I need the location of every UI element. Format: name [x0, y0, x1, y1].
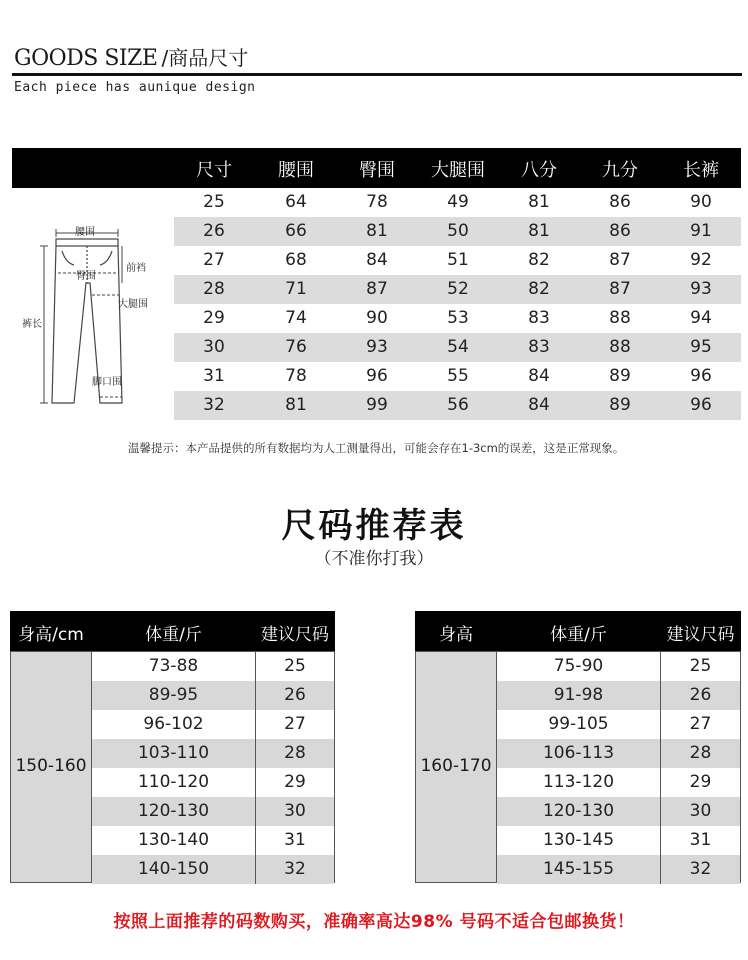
size-table-cell: 87 [366, 279, 388, 299]
weight-range-cell: 113-120 [542, 772, 615, 792]
size-table-cell: 83 [528, 337, 550, 357]
recommend-table-header [10, 611, 335, 651]
recommended-size-cell: 30 [689, 801, 712, 821]
recommend-table-row [497, 710, 740, 739]
size-table-row [174, 246, 741, 275]
size-column-header: 臀围 [359, 160, 395, 181]
weight-range-cell: 91-98 [553, 685, 604, 705]
recommend-table-row [497, 681, 740, 710]
height-range-cell [415, 651, 497, 883]
size-table-cell: 78 [285, 366, 307, 386]
recommended-size-cell: 28 [284, 743, 306, 763]
size-table-cell: 91 [690, 221, 712, 241]
weight-range-cell: 75-90 [553, 656, 604, 676]
size-table-cell: 96 [366, 366, 388, 386]
weight-range-cell: 110-120 [137, 772, 210, 792]
size-table-cell: 93 [366, 337, 388, 357]
recommend-table-row [92, 768, 334, 797]
recommended-size-cell: 26 [689, 685, 712, 705]
recommend-table-header [415, 611, 741, 651]
size-table-cell: 30 [203, 337, 225, 357]
recommended-size-cell: 25 [689, 656, 712, 676]
size-table-cell: 86 [609, 221, 631, 241]
size-table-row [174, 217, 741, 246]
recommended-size-cell: 27 [689, 714, 712, 734]
size-table-cell: 78 [366, 192, 388, 212]
size-chart-header [12, 148, 741, 188]
size-table-cell: 93 [690, 279, 712, 299]
size-table-cell: 87 [609, 250, 631, 270]
size-table-row [174, 333, 741, 362]
weight-range-cell: 99-105 [548, 714, 609, 734]
size-table-cell: 96 [690, 366, 712, 386]
recommended-size-cell: 26 [284, 685, 306, 705]
size-table-cell: 28 [203, 279, 225, 299]
size-table-cell: 32 [203, 395, 225, 415]
recommend-table-row [92, 797, 334, 826]
recommended-size-cell: 29 [689, 772, 712, 792]
size-table-cell: 96 [690, 395, 712, 415]
page-title [14, 42, 248, 74]
recommend-column-header: 身高 [439, 625, 473, 645]
size-table-cell: 50 [447, 221, 469, 241]
size-table-cell: 56 [447, 395, 469, 415]
measurement-tip: 温馨提示：本产品提供的所有数据均为人工测量得出，可能会存在1-3cm的误差，这是正常现象。 [128, 441, 625, 455]
recommended-size-cell: 32 [284, 859, 306, 879]
recommended-size-cell: 27 [284, 714, 306, 734]
size-table-row [174, 304, 741, 333]
recommend-table-row [92, 710, 334, 739]
recommend-grid [497, 651, 741, 883]
size-table-cell: 31 [203, 366, 225, 386]
recommend-table-row [92, 855, 334, 884]
size-table-cell: 87 [609, 279, 631, 299]
size-table-cell: 49 [447, 192, 469, 212]
size-table-cell: 84 [528, 395, 550, 415]
weight-range-cell: 73-88 [148, 656, 199, 676]
size-table-cell: 84 [528, 366, 550, 386]
size-table-cell: 89 [609, 366, 631, 386]
size-table-cell: 88 [609, 337, 631, 357]
size-table-cell: 83 [528, 308, 550, 328]
size-column-header: 八分 [521, 160, 557, 181]
recommend-table-160-170 [415, 611, 741, 883]
size-column-header: 九分 [602, 160, 638, 181]
weight-range-cell: 120-130 [137, 801, 210, 821]
right-pocket [100, 251, 112, 265]
height-range-cell [10, 651, 92, 883]
recommended-size-cell: 31 [284, 830, 306, 850]
recommend-table-row [92, 826, 334, 855]
recommended-size-cell: 28 [689, 743, 712, 763]
size-table-cell: 84 [366, 250, 388, 270]
size-table-cell: 88 [609, 308, 631, 328]
size-table-cell: 90 [366, 308, 388, 328]
size-table-cell: 99 [366, 395, 388, 415]
recommend-column-header: 体重/斤 [145, 625, 202, 645]
weight-range-cell: 89-95 [148, 685, 199, 705]
label-thigh: 大腿围 [118, 299, 148, 310]
size-table-cell: 76 [285, 337, 307, 357]
size-table-cell: 71 [285, 279, 307, 299]
label-length: 裤长 [22, 319, 42, 330]
label-front-rise: 前裆 [126, 263, 146, 274]
pants-measurement-diagram [22, 225, 162, 415]
page-subtitle: Each piece has aunique design [14, 80, 256, 95]
height-range-label: 150-160 [15, 756, 87, 776]
size-table-cell: 81 [528, 192, 550, 212]
size-table-cell: 29 [203, 308, 225, 328]
size-table-cell: 68 [285, 250, 307, 270]
size-table-cell: 55 [447, 366, 469, 386]
weight-range-cell: 140-150 [137, 859, 210, 879]
size-table-cell: 81 [528, 221, 550, 241]
size-table-cell: 89 [609, 395, 631, 415]
title-english: GOODS SIZE [14, 46, 158, 71]
footer-warning: 按照上面推荐的码数购买，准确率高达98% 号码不适合包邮换货！ [113, 912, 635, 932]
size-column-header: 腰围 [278, 160, 314, 181]
size-table-cell: 81 [366, 221, 388, 241]
label-waist: 腰围 [75, 227, 95, 238]
size-table-cell: 81 [285, 395, 307, 415]
size-table-cell: 90 [690, 192, 712, 212]
size-table-row [174, 362, 741, 391]
size-table-cell: 82 [528, 279, 550, 299]
recommend-table-row [497, 826, 740, 855]
label-hem: 脚口围 [92, 377, 122, 388]
weight-range-cell: 96-102 [143, 714, 204, 734]
size-table-row [174, 275, 741, 304]
recommend-title: 尺码推荐表 [281, 506, 467, 546]
weight-range-cell: 145-155 [542, 859, 615, 879]
size-table-cell: 26 [203, 221, 225, 241]
size-table-cell: 53 [447, 308, 469, 328]
recommend-column-header: 身高/cm [18, 625, 84, 645]
recommended-size-cell: 29 [284, 772, 306, 792]
recommend-subtitle: （不准你打我） [314, 549, 434, 569]
recommend-column-header: 建议尺码 [666, 625, 735, 645]
size-table-cell: 92 [690, 250, 712, 270]
size-table-cell: 64 [285, 192, 307, 212]
recommend-table-row [497, 768, 740, 797]
size-table-cell: 86 [609, 192, 631, 212]
size-column-header: 大腿围 [431, 160, 485, 181]
height-range-label: 160-170 [420, 756, 492, 776]
size-table-cell: 54 [447, 337, 469, 357]
size-table-cell: 94 [690, 308, 712, 328]
recommended-size-cell: 31 [689, 830, 712, 850]
recommend-grid [92, 651, 335, 883]
title-chinese: /商品尺寸 [161, 46, 249, 70]
size-column-header: 尺寸 [196, 160, 232, 181]
recommended-size-cell: 30 [284, 801, 306, 821]
size-table-cell: 27 [203, 250, 225, 270]
recommend-table-row [92, 681, 334, 710]
label-hip: 臀围 [76, 271, 96, 282]
recommend-table-row [497, 855, 740, 884]
recommend-table-150-160 [10, 611, 335, 883]
size-table-cell: 25 [203, 192, 225, 212]
recommended-size-cell: 32 [689, 859, 712, 879]
weight-range-cell: 130-140 [137, 830, 210, 850]
size-table-row [174, 391, 741, 420]
recommended-size-cell: 25 [284, 656, 306, 676]
recommend-table-row [92, 652, 334, 681]
recommend-table-row [497, 739, 740, 768]
recommend-column-header: 体重/斤 [550, 625, 607, 645]
size-table-row [174, 188, 741, 217]
size-column-header: 长裤 [683, 160, 719, 181]
size-table-cell: 66 [285, 221, 307, 241]
size-table-cell: 51 [447, 250, 469, 270]
recommend-table-row [92, 739, 334, 768]
left-pocket [62, 251, 74, 265]
weight-range-cell: 130-145 [542, 830, 615, 850]
size-table-cell: 52 [447, 279, 469, 299]
size-table-cell: 82 [528, 250, 550, 270]
recommend-table-row [497, 797, 740, 826]
weight-range-cell: 120-130 [542, 801, 615, 821]
size-table-cell: 74 [285, 308, 307, 328]
recommend-table-row [497, 652, 740, 681]
weight-range-cell: 103-110 [137, 743, 210, 763]
weight-range-cell: 106-113 [542, 743, 615, 763]
header-divider [12, 73, 742, 76]
waistband-shape [56, 239, 118, 246]
size-table-cell: 95 [690, 337, 712, 357]
recommend-column-header: 建议尺码 [261, 625, 329, 645]
